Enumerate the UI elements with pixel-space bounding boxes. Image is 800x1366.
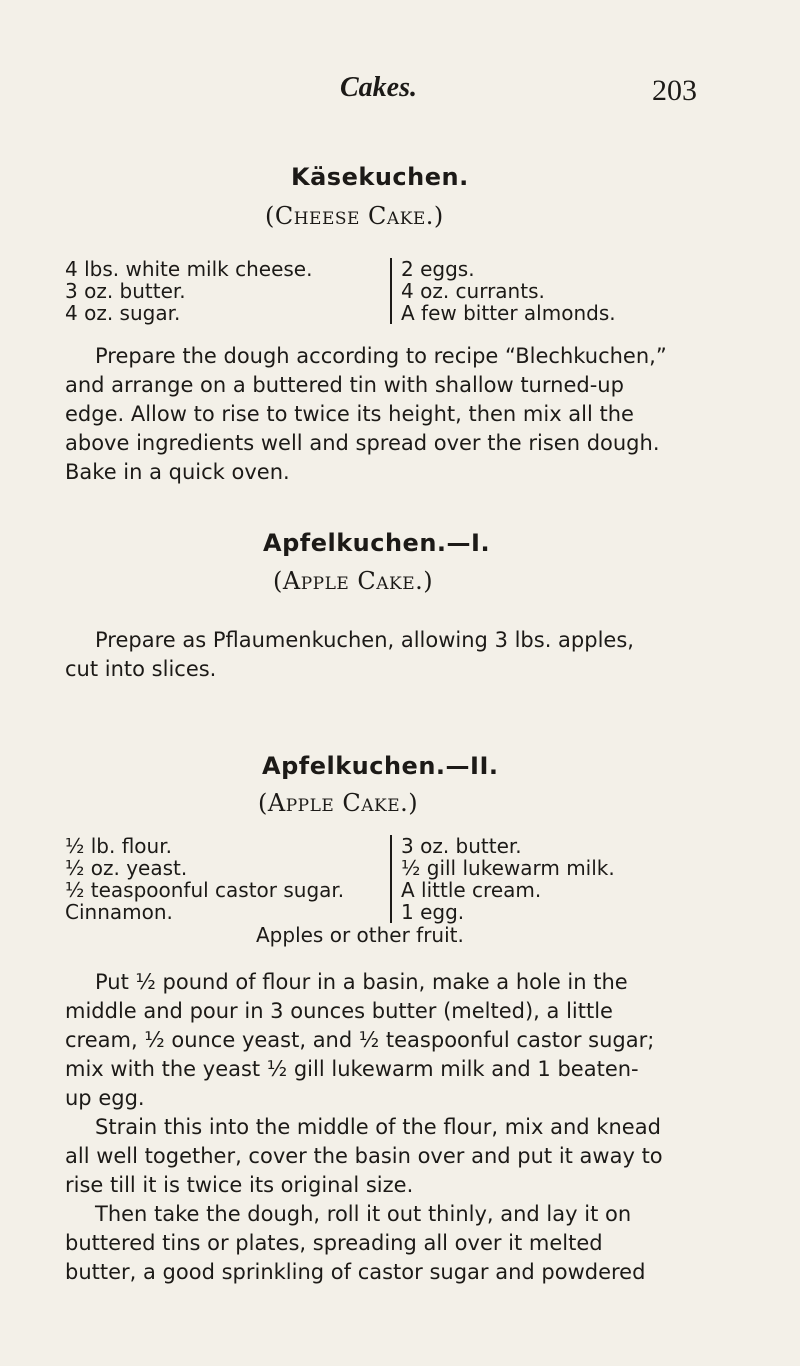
ingredients-right-kasekuchen — [401, 258, 616, 324]
ingredient-item: ½ lb. flour. — [65, 834, 172, 858]
ingredient-item: ½ oz. yeast. — [65, 856, 188, 880]
ingredient-item: ½ teaspoonful castor sugar. — [65, 878, 345, 902]
recipe-subtitle-apple-cake-2: (Apple Cake.) — [258, 789, 419, 817]
recipe-title-kasekuchen: Käsekuchen. — [291, 163, 469, 191]
ingredients-divider — [390, 258, 392, 324]
text-line: Put ½ pound of flour in a basin, make a hole in the — [95, 970, 628, 994]
ingredients-divider — [390, 835, 392, 923]
running-title: Cakes. — [340, 72, 417, 103]
method-kasekuchen — [65, 342, 737, 487]
text-line: above ingredients well and spread over the risen dough. — [65, 431, 660, 455]
text-line: Prepare as Pflaumenkuchen, allowing 3 lbs. apples, — [95, 628, 634, 652]
text-line: rise till it is twice its original size. — [65, 1173, 414, 1197]
text-line: Then take the dough, roll it out thinly, and lay it on — [95, 1202, 632, 1226]
method-apfelkuchen-2-para-3 — [65, 1200, 737, 1287]
ingredients-footer: Apples or other fruit. — [256, 923, 464, 947]
text-line: cut into slices. — [65, 657, 217, 681]
ingredient-item: 1 egg. — [401, 900, 465, 924]
ingredient-item: 2 eggs. — [401, 257, 475, 281]
text-line: Bake in a quick oven. — [65, 460, 290, 484]
text-line: edge. Allow to rise to twice its height, then mix all the — [65, 402, 634, 426]
ingredients-left-apfelkuchen-2 — [65, 835, 344, 923]
ingredient-item: A few bitter almonds. — [401, 301, 616, 325]
text-line: up egg. — [65, 1086, 145, 1110]
ingredient-item: ½ gill lukewarm milk. — [401, 856, 615, 880]
text-line: middle and pour in 3 ounces butter (melted), a little — [65, 999, 613, 1023]
text-line: buttered tins or plates, spreading all over it melted — [65, 1231, 603, 1255]
text-line: Prepare the dough according to recipe “Blechkuchen,” — [95, 344, 667, 368]
text-line: cream, ½ ounce yeast, and ½ teaspoonful castor sugar; — [65, 1028, 655, 1052]
text-line: Strain this into the middle of the flour, mix and knead — [95, 1115, 661, 1139]
ingredient-item: 4 oz. currants. — [401, 279, 545, 303]
ingredients-left-kasekuchen — [65, 258, 312, 324]
ingredient-item: 4 lbs. white milk cheese. — [65, 257, 313, 281]
ingredient-item: 4 oz. sugar. — [65, 301, 181, 325]
recipe-title-apfelkuchen-2: Apfelkuchen.—II. — [262, 752, 499, 780]
ingredient-item: Cinnamon. — [65, 900, 173, 924]
recipe-subtitle-apple-cake-1: (Apple Cake.) — [273, 567, 434, 595]
text-line: and arrange on a buttered tin with shallow turned-up — [65, 373, 624, 397]
text-line: mix with the yeast ½ gill lukewarm milk and 1 beaten- — [65, 1057, 639, 1081]
method-apfelkuchen-1 — [65, 626, 737, 684]
recipe-subtitle-cheese-cake: (Cheese Cake.) — [265, 202, 444, 230]
recipe-title-apfelkuchen-1: Apfelkuchen.—I. — [263, 529, 491, 557]
page-number: 203 — [652, 74, 697, 107]
ingredients-right-apfelkuchen-2 — [401, 835, 615, 923]
text-line: butter, a good sprinkling of castor sugar and powdered — [65, 1260, 646, 1284]
method-apfelkuchen-2-para-1 — [65, 968, 737, 1113]
ingredient-item: A little cream. — [401, 878, 542, 902]
text-line: all well together, cover the basin over and put it away to — [65, 1144, 663, 1168]
ingredient-item: 3 oz. butter. — [65, 279, 186, 303]
ingredient-item: 3 oz. butter. — [401, 834, 522, 858]
method-apfelkuchen-2-para-2 — [65, 1113, 737, 1200]
